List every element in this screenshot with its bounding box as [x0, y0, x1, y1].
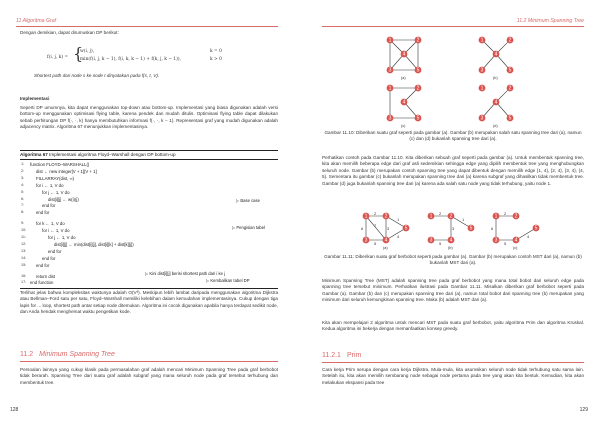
- algo-line-number: 11:: [21, 235, 26, 239]
- svg-text:5: 5: [416, 67, 420, 74]
- algorithm-box: [20, 150, 278, 289]
- section-number: 11.2.1: [322, 352, 341, 359]
- svg-text:5: 5: [508, 67, 512, 74]
- svg-text:1: 1: [480, 37, 484, 44]
- svg-text:5: 5: [534, 225, 538, 232]
- svg-text:1: 1: [388, 85, 392, 92]
- comment-base-case: ▷ Base case: [236, 198, 260, 203]
- algo-line-number: 6:: [21, 196, 25, 201]
- svg-text:1: 1: [462, 217, 465, 222]
- algo-line-text: end for: [36, 262, 50, 268]
- svg-text:2: 2: [384, 213, 388, 220]
- algo-line-text: for k ← 1, V do: [36, 221, 65, 227]
- section-title: Prim: [346, 352, 362, 359]
- comment-return-table: ▷ Kembalikan tabel DP: [206, 278, 250, 283]
- algo-line-text: for j ← 1, V do: [48, 235, 76, 240]
- svg-text:6: 6: [361, 226, 364, 231]
- figure-10-graph-c: [386, 84, 422, 124]
- right-page: [300, 0, 600, 424]
- complexity-paragraph: Terlihat jelas bahwa kompleksitas waktunya adalah O(V³). Meskipun lebih lambat daripada menggunakan algoritma Dijkstra atau Bellman–Ford satu per satu, Floyd–Warshall memiliki kelebihan dalam kemudahan implementasinya. Cukup dengan tiga lapis for ... loop, shortest path antar setiap node ditemukan. Algoritma ini cocok digunakan apabila hanya terdapat sedikit node, dan Anda hendak menghemat waktu pengetikan kode.: [20, 290, 278, 315]
- svg-text:3: 3: [388, 115, 392, 122]
- svg-text:1: 1: [364, 213, 368, 220]
- formula-brace: {: [73, 44, 84, 63]
- svg-text:4: 4: [494, 51, 498, 58]
- svg-text:5: 5: [508, 115, 512, 122]
- formula-case2: min(f(i, j, k − 1), f(i, k, k − 1) + f(k, j, k − 1)),: [80, 57, 182, 62]
- svg-text:4: 4: [494, 99, 498, 106]
- svg-text:2: 2: [439, 212, 442, 216]
- figure-10-graph-b: [478, 36, 514, 76]
- svg-text:1: 1: [397, 217, 400, 222]
- fig10-label-c: (c): [401, 124, 406, 128]
- svg-text:3: 3: [452, 226, 455, 231]
- mst-definition-paragraph: Minimum Spanning Tree (MST) adalah spanning tree pada graf berbobot yang mana total bobot dari seluruh edge pada spanning tree tersebut minimum. Perhatikan ilustrasi pada Gambar 11.11. Misalkan diberikan graf berbobot seperti pada Gambar (a). Gambar (b) dan (c) merupakan spanning tree dari (a), namun total bobot dari spanning tree (b) merupakan yang minimum dari seluruh kemungkinan spanning tree. Maka (b) adalah MST dari (a).: [322, 278, 584, 303]
- impl-paragraph: Seperti DP umumnya, kita dapat menggunakan top-down atau bottom-up. Implementasi yang biasa digunakan adalah versi bottom-up menggunakan optimisasi flying table, karena pendek dan mudah ditulis. Optimisasi flying table dapat dilakukan sebab perhitungan DP f(·, ·, k) hanya membutuhkan informasi f(·, ·, k − 1). Representasi graf yang mudah digunakan adalah adjacency matrix. Algoritma 67 menunjukkan implementasinya.: [20, 105, 278, 130]
- figure-11-graph-a: [360, 212, 412, 246]
- intro-text: Dengan demikian, dapat dirumuskan DP berikut:: [20, 30, 119, 35]
- algo-line-text: for j ← 1, V do: [42, 189, 70, 195]
- algorithm-number: Algoritma 67: [20, 152, 48, 157]
- algo-line-text: for i ← 1, V do: [36, 182, 64, 188]
- algorithms-intro-paragraph: Kita akan mempelajari 2 algoritma untuk mencari MST pada suatu graf berbobot, yaitu algoritma Prim dan algoritma Kruskal. Kedua algoritma ini bekerja dengan memanfaatkan konsep greedy.: [322, 320, 584, 332]
- svg-text:1: 1: [388, 37, 392, 44]
- fig11-label-c: (c): [513, 246, 518, 250]
- figure-10-graph-d: [478, 84, 514, 124]
- header-rule: [16, 26, 278, 27]
- svg-text:1: 1: [494, 213, 498, 220]
- svg-text:5: 5: [374, 241, 377, 246]
- svg-text:2: 2: [416, 85, 420, 92]
- svg-text:1: 1: [480, 85, 484, 92]
- svg-text:2: 2: [504, 212, 507, 216]
- algo-line-text: function FLOYD–WARSHALL(): [30, 162, 90, 167]
- page-header-right: 11.2 Minimum Spanning Tree: [516, 18, 584, 24]
- algo-line-text: for i ← 1, V do: [42, 228, 70, 234]
- algo-line-number: 7:: [21, 203, 25, 208]
- algo-line-number: 12:: [21, 241, 27, 246]
- algorithm-title: [20, 152, 278, 160]
- section-number: 11.2: [20, 351, 34, 358]
- shortest-path-note: Shortest path dari node s ke node t dinyatakan pada f(s, t, V).: [34, 73, 160, 78]
- algo-line-number: 10:: [21, 228, 27, 233]
- algo-line-text: end for: [42, 255, 56, 261]
- svg-text:4: 4: [402, 51, 406, 58]
- svg-text:4: 4: [514, 237, 518, 244]
- algo-line-text: dist[i][j] ← w(i)(j): [48, 196, 79, 202]
- figure-11-graph-c: [490, 212, 542, 246]
- section-title: Minimum Spanning Tree: [39, 351, 115, 358]
- svg-text:5: 5: [416, 115, 420, 122]
- page-number-right: 129: [579, 407, 588, 413]
- spanning-tree-paragraph: Perhatikan contoh pada Gambar 11.10. Kita diberikan sebuah graf seperti pada gambar (a). Untuk membentuk spanning tree, kita akan memilih beberapa edge dari graf asli sedemikian sehingga edge yang dipilih membentuk tree yang menghubungkan seluruh node. Gambar (b) merupakan contoh spanning tree yang dapat dibentuk dengan memilih edge {1, 4}, {2, 4}, {3, 4}, {4, 5}. Sementara itu gambar (c) bukanlah merupakan spanning tree dari (a) karena subgraf yang dihasilkan tidak membentuk tree. Gambar (d) juga bukanlah spanning tree dari (a) karena ada salah satu node yang tidak terhubung, yaitu node 1.: [322, 155, 584, 186]
- svg-text:4: 4: [527, 234, 530, 239]
- svg-text:7: 7: [374, 223, 377, 228]
- fig11-label-a: (a): [383, 246, 388, 250]
- fig10-label-b: (b): [493, 76, 498, 80]
- algo-line-text: end for: [42, 203, 56, 209]
- svg-text:4: 4: [402, 99, 406, 106]
- figure-11-graph-b: [425, 212, 477, 246]
- algo-line-number: 14:: [21, 255, 27, 260]
- algo-line-number: 8:: [21, 210, 25, 215]
- svg-text:3: 3: [429, 237, 433, 244]
- algo-line-number: 1:: [21, 162, 25, 166]
- svg-text:2: 2: [449, 213, 453, 220]
- formula-lhs: f(i, j, k) =: [47, 55, 69, 60]
- section-rule: [20, 361, 278, 362]
- algo-line-text: end for: [36, 210, 50, 216]
- fig10-label-a: (a): [401, 76, 406, 80]
- svg-text:3: 3: [494, 237, 498, 244]
- comment-dist-meaning: ▷ Kini dist[i][j] berisi shortest path dari i ke j: [145, 271, 226, 276]
- fig11-label-b: (b): [448, 246, 453, 250]
- figure-11-caption: Gambar 11.11: Diberikan suatu graf berbobot seperti pada gambar (a). Gambar (b) merupakan contoh MST dari (a), namun (b) bukanlah MST dari (a).: [324, 254, 582, 266]
- svg-text:2: 2: [508, 85, 512, 92]
- svg-text:2: 2: [416, 37, 420, 44]
- svg-text:4: 4: [397, 234, 400, 239]
- svg-text:3: 3: [480, 115, 484, 122]
- svg-text:5: 5: [404, 225, 408, 232]
- algorithm-caption: Implementasi algoritma Floyd–Warshall dengan DP bottom-up: [49, 152, 176, 157]
- algo-line-number: 17:: [21, 280, 27, 285]
- figure-10-graph-a: [386, 36, 422, 76]
- prim-paragraph: Cara kerja Prim serupa dengan cara kerja Dijkstra. Mula-mula, kita asumsikan seluruh node tidak terhubung satu sama lain. Setelah itu, kita akan memilih sembarang node sebagai node pertama pada tree yang akan kita bentuk. Kemudian, kita akan melakukan ekspansi pada tree: [322, 367, 584, 385]
- algo-line-number: 9:: [21, 221, 25, 226]
- svg-text:3: 3: [480, 67, 484, 74]
- svg-text:3: 3: [364, 237, 368, 244]
- svg-text:6: 6: [491, 226, 494, 231]
- svg-text:2: 2: [508, 37, 512, 44]
- algo-line-text: dist[i][j] ← min(dist[i][j], dist[i][k] + dist[k][j]): [54, 241, 134, 247]
- svg-text:5: 5: [439, 241, 442, 246]
- page-header-left: 11 Algoritma Graf: [16, 18, 57, 24]
- algo-line-number: 2:: [21, 168, 25, 173]
- figure-10-caption: Gambar 11.10: Diberikan suatu graf seperti pada gambar (a). Gambar (b) merupakan salah satu spanning tree dari (a), namun (c) dan (d) bukanlah spanning tree dari (a).: [324, 130, 582, 142]
- algo-line-text: FILLARRAY(dist, ∞): [36, 175, 75, 181]
- svg-text:2: 2: [514, 213, 518, 220]
- svg-text:2: 2: [374, 212, 377, 216]
- algo-line-number: 15:: [21, 262, 27, 267]
- svg-text:3: 3: [387, 226, 390, 231]
- section-heading-11-2-1: [322, 352, 361, 359]
- page-number-left: 128: [10, 407, 19, 413]
- comment-fill-table: ▷ Pengisian tabel: [232, 225, 266, 230]
- algo-line-number: 16:: [21, 273, 27, 278]
- algo-line-text: end function: [30, 280, 54, 286]
- section-heading-11-2: [20, 351, 115, 358]
- svg-text:3: 3: [388, 67, 392, 74]
- svg-text:4: 4: [384, 237, 388, 244]
- algo-line-number: 3:: [21, 175, 25, 180]
- algo-line-number: 4:: [21, 182, 25, 187]
- algo-line-text: end for: [48, 248, 62, 254]
- formula-case2-cond: k > 0: [210, 57, 222, 62]
- formula-case1: w(i, j),: [80, 49, 95, 54]
- header-rule: [322, 26, 584, 27]
- algo-line-text: return dist: [36, 273, 56, 279]
- formula-case1-cond: k = 0: [210, 49, 222, 54]
- svg-text:5: 5: [469, 225, 473, 232]
- svg-text:1: 1: [429, 213, 433, 220]
- algo-line-text: dist ← new integer[V + 1][V + 1]: [36, 168, 97, 174]
- fig10-label-d: (d): [493, 124, 498, 128]
- algo-line-number: 13:: [21, 248, 27, 253]
- section-rule: [322, 362, 584, 363]
- mst-intro-paragraph: Persoalan lainnya yang cukup klasik pada permasalahan graf adalah mencari Minimum Spanning Tree pada graf berbobot tidak berarah. Spanning Tree dari suatu graf adalah subgraf yang mana seluruh node pada graf tersebut terhubung dan membentuk tree.: [20, 367, 278, 385]
- algo-line-number: 5:: [21, 189, 25, 194]
- svg-text:4: 4: [449, 237, 453, 244]
- svg-text:5: 5: [504, 241, 507, 246]
- impl-heading: Implementasi: [20, 96, 50, 101]
